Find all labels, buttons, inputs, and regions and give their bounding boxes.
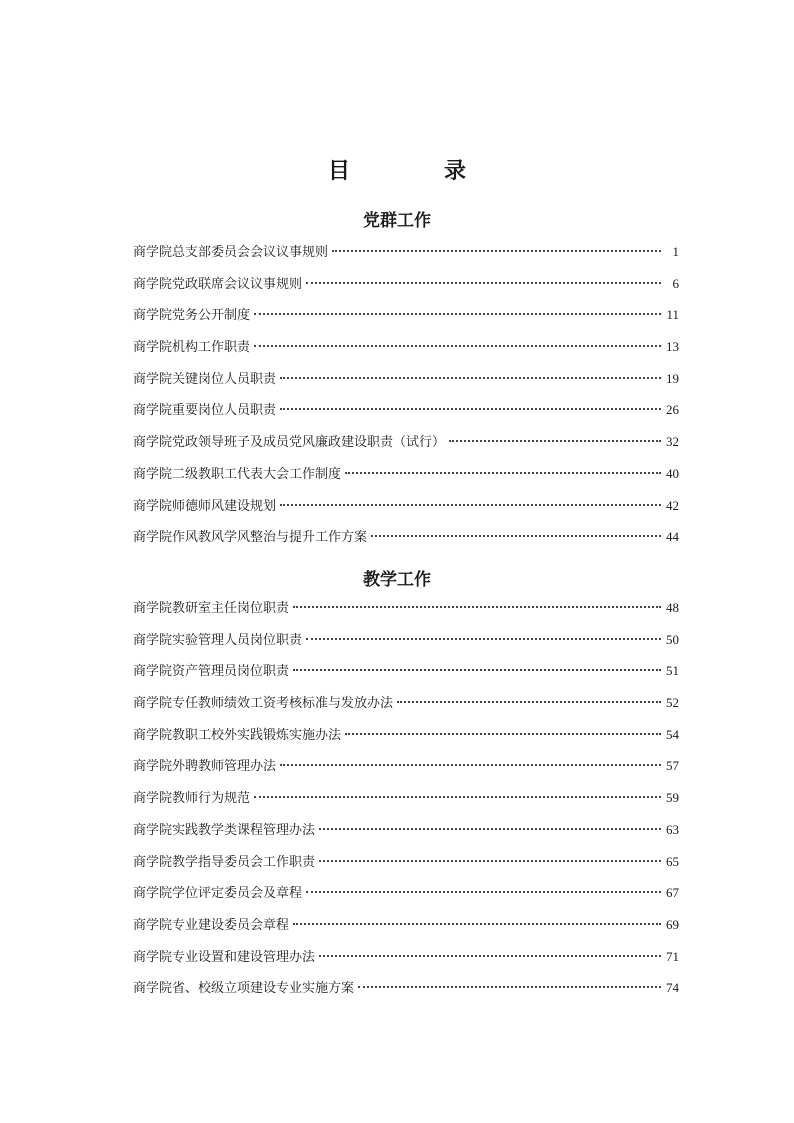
- toc-item-title: 商学院党政联席会议议事规则: [133, 276, 303, 292]
- dot-leader: [254, 345, 661, 347]
- toc-item[interactable]: [133, 630, 679, 662]
- dot-leader: [280, 408, 661, 410]
- toc-item-title: 商学院实践教学类课程管理办法: [133, 822, 316, 838]
- toc-item[interactable]: [133, 400, 679, 432]
- toc-item[interactable]: [133, 527, 679, 559]
- dot-leader: [306, 282, 661, 284]
- toc-item-page: 69: [666, 916, 679, 932]
- toc-item-title: 商学院资产管理员岗位职责: [133, 664, 290, 680]
- toc-item-title: 商学院关键岗位人员职责: [133, 371, 277, 387]
- toc-item-title: 商学院重要岗位人员职责: [133, 403, 277, 419]
- toc-item-page: 71: [666, 948, 679, 964]
- section-heading-party-work: 党群工作: [363, 211, 431, 231]
- toc-item-title: 商学院外聘教师管理办法: [133, 759, 277, 775]
- toc-item[interactable]: [133, 369, 679, 401]
- dot-leader: [293, 606, 661, 608]
- toc-item[interactable]: [133, 305, 679, 337]
- toc-item[interactable]: [133, 432, 679, 464]
- dot-leader: [371, 535, 661, 537]
- toc-item-title: 商学院教师行为规范: [133, 791, 251, 807]
- toc-item-page: 54: [666, 726, 679, 742]
- toc-item-page: 19: [666, 370, 679, 386]
- dot-leader: [319, 955, 661, 957]
- toc-item-title: 商学院专业设置和建设管理办法: [133, 949, 316, 965]
- toc-item-page: 57: [666, 758, 679, 774]
- toc-item[interactable]: [133, 756, 679, 788]
- toc-item[interactable]: [133, 883, 679, 915]
- toc-item[interactable]: [133, 274, 679, 306]
- toc-item-page: 1: [672, 244, 679, 259]
- toc-item[interactable]: [133, 947, 679, 979]
- dot-leader: [306, 638, 661, 640]
- toc-item[interactable]: [133, 693, 679, 725]
- toc-item-title: 商学院实验管理人员岗位职责: [133, 632, 303, 648]
- toc-item[interactable]: [133, 661, 679, 693]
- toc-item-title: 商学院省、校级立项建设专业实施方案: [133, 981, 355, 997]
- toc-item-page: 59: [666, 790, 679, 806]
- page-title: 目 录: [327, 159, 502, 184]
- toc-item-title: 商学院教研室主任岗位职责: [133, 601, 290, 616]
- toc-item[interactable]: [133, 464, 679, 496]
- dot-leader: [319, 860, 661, 862]
- toc-item-page: 50: [666, 631, 679, 647]
- dot-leader: [254, 796, 661, 798]
- toc-item-page: 11: [666, 307, 679, 323]
- toc-item-page: 65: [666, 853, 679, 869]
- toc-item-page: 51: [666, 663, 679, 679]
- dot-leader: [293, 923, 661, 925]
- toc-item-page: 52: [666, 695, 679, 711]
- dot-leader: [332, 250, 661, 252]
- toc-item[interactable]: [133, 242, 679, 274]
- toc-item-title: 商学院作风教风学风整治与提升工作方案: [133, 530, 368, 546]
- toc-item[interactable]: [133, 496, 679, 528]
- toc-list-teaching-work: [133, 598, 679, 1010]
- dot-leader: [293, 669, 661, 671]
- dot-leader: [280, 377, 661, 379]
- toc-item[interactable]: [133, 725, 679, 757]
- dot-leader: [449, 440, 661, 442]
- dot-leader: [280, 764, 661, 766]
- toc-item-page: 48: [666, 600, 679, 615]
- toc-item-title: 商学院专业建设委员会章程: [133, 917, 290, 933]
- toc-item-page: 63: [666, 821, 679, 837]
- dot-leader: [358, 986, 661, 988]
- dot-leader: [319, 828, 661, 830]
- toc-item[interactable]: [133, 788, 679, 820]
- toc-item[interactable]: [133, 598, 679, 630]
- toc-item-page: 32: [666, 434, 679, 450]
- toc-item-title: 商学院党政领导班子及成员党风廉政建设职责（试行）: [133, 435, 446, 451]
- toc-item-title: 商学院党务公开制度: [133, 308, 251, 324]
- dot-leader: [345, 733, 661, 735]
- toc-item[interactable]: [133, 852, 679, 884]
- toc-item-title: 商学院机构工作职责: [133, 340, 251, 356]
- toc-item-page: 40: [666, 465, 679, 481]
- toc-item-page: 74: [666, 980, 679, 996]
- toc-item-title: 商学院专任教师绩效工资考核标准与发放办法: [133, 696, 394, 712]
- toc-item-title: 商学院二级教职工代表大会工作制度: [133, 466, 342, 482]
- toc-item-title: 商学院教学指导委员会工作职责: [133, 854, 316, 870]
- toc-item-title: 商学院师德师风建设规划: [133, 498, 277, 514]
- dot-leader: [345, 472, 661, 474]
- section-heading-teaching-work: 教学工作: [363, 570, 431, 590]
- toc-item-page: 13: [666, 339, 679, 355]
- toc-item-page: 44: [666, 529, 679, 545]
- toc-item-title: 商学院学位评定委员会及章程: [133, 886, 303, 902]
- toc-item[interactable]: [133, 978, 679, 1010]
- toc-item-page: 26: [666, 402, 679, 418]
- dot-leader: [280, 504, 661, 506]
- toc-item[interactable]: [133, 915, 679, 947]
- dot-leader: [397, 701, 661, 703]
- toc-item[interactable]: [133, 337, 679, 369]
- toc-item-title: 商学院教职工校外实践锻炼实施办法: [133, 727, 342, 743]
- toc-list-party-work: [133, 242, 679, 559]
- toc-item-page: 67: [666, 885, 679, 901]
- toc-item-title: 商学院总支部委员会会议议事规则: [133, 245, 329, 260]
- dot-leader: [254, 313, 661, 315]
- toc-item-page: 6: [672, 275, 679, 291]
- dot-leader: [306, 891, 661, 893]
- toc-item[interactable]: [133, 820, 679, 852]
- toc-item-page: 42: [666, 497, 679, 513]
